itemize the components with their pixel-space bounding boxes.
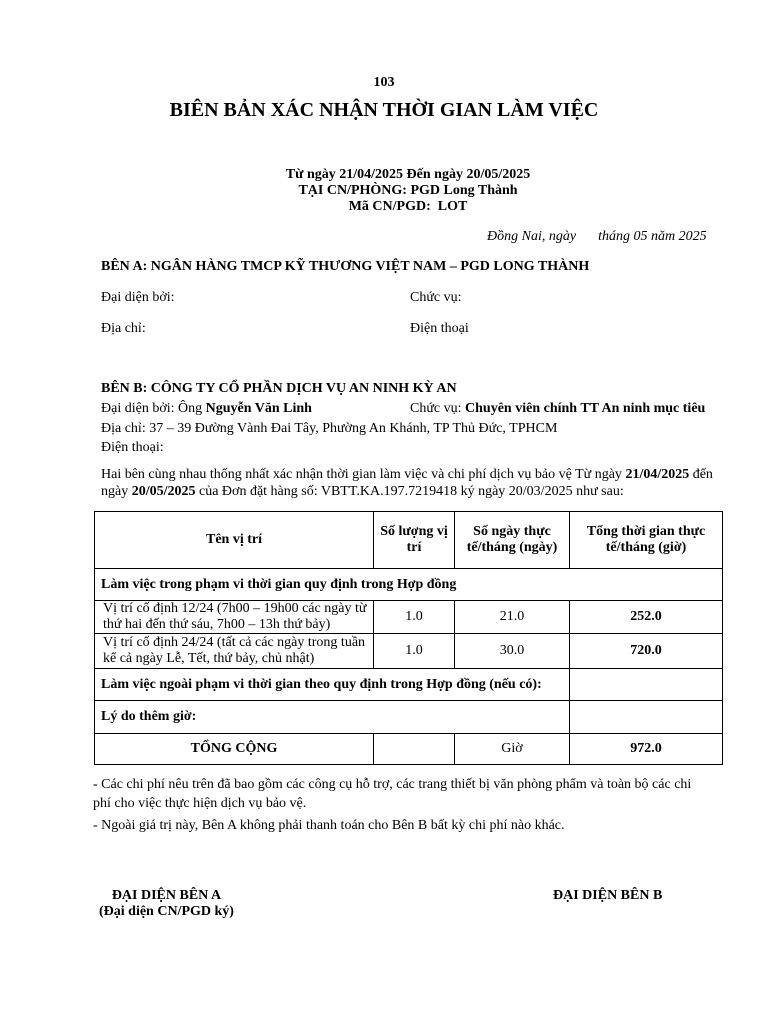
total-unit: Giờ: [455, 734, 570, 765]
party-b-representative: [101, 401, 312, 417]
period-dates: Từ ngày 21/04/2025 Đến ngày 20/05/2025: [285, 167, 531, 182]
intro-date-to: 20/05/2025: [131, 484, 196, 499]
table-row: [95, 634, 723, 669]
party-b-position-label: Chức vụ:: [410, 401, 466, 416]
table-row: [95, 601, 723, 634]
signature-party-b-title: ĐẠI DIỆN BÊN B: [553, 888, 663, 903]
header-actual-days: Số ngày thực tế/tháng (ngày): [455, 512, 570, 569]
section-out-contract: Làm việc ngoài phạm vi thời gian theo quy định trong Hợp đồng (nếu có):: [95, 669, 570, 701]
header-total-hours: Tổng thời gian thực tế/tháng (giờ): [570, 512, 723, 569]
row-days: 21.0: [455, 601, 570, 634]
party-a-address: Địa chỉ:: [101, 321, 146, 336]
row-quantity: 1.0: [374, 601, 455, 634]
document-title: BIÊN BẢN XÁC NHẬN THỜI GIAN LÀM VIỆC: [169, 99, 599, 121]
party-b-phone: Điện thoại:: [101, 440, 164, 455]
table-header-row: [95, 512, 723, 569]
place-date-month: tháng 05 năm 2025: [598, 229, 707, 244]
period-block: [0, 167, 768, 215]
party-b-title: BÊN B: CÔNG TY CỔ PHẦN DỊCH VỤ AN NINH KỲ AN: [101, 381, 457, 396]
party-b-position: [410, 401, 705, 417]
note-included-costs: - Các chi phí nêu trên đã bao gồm các công cụ hỗ trợ, các trang thiết bị văn phòng phẩm và toàn bộ các chi phí cho việc thực hiện dịch vụ bảo vệ.: [93, 777, 692, 811]
party-a-title: BÊN A: NGÂN HÀNG TMCP KỸ THƯƠNG VIỆT NAM – PGD LONG THÀNH: [101, 259, 590, 274]
party-a-representative: Đại diện bởi:: [101, 290, 175, 305]
section-out-hours-cell: [570, 669, 723, 701]
signature-party-a: [99, 888, 234, 920]
row-position-name: Vị trí cố định 24/24 (tất cả các ngày trong tuần kể cả ngày Lễ, Tết, thứ bảy, chủ nhật): [95, 634, 374, 669]
section-out-contract-row: [95, 669, 723, 701]
intro-text-2: đến ngày: [101, 467, 713, 499]
intro-date-from: 21/04/2025: [625, 467, 690, 482]
overtime-hours-cell: [570, 701, 723, 734]
intro-text-3: của Đơn đặt hàng số: VBTT.KA.197.7219418 ký ngày 20/03/2025 như sau:: [195, 484, 624, 499]
section-in-contract-row: [95, 569, 723, 601]
party-b-rep-label: Đại diện bởi: Ông: [101, 401, 206, 416]
party-b-address: Địa chỉ: 37 – 39 Đường Vành Đai Tây, Phường An Khánh, TP Thủ Đức, TPHCM: [101, 421, 558, 436]
row-days: 30.0: [455, 634, 570, 669]
header-position-name: Tên vị trí: [95, 512, 374, 569]
total-value: 972.0: [570, 734, 723, 765]
total-quantity-cell: [374, 734, 455, 765]
overtime-reason-row: [95, 701, 723, 734]
page-number: 103: [373, 75, 395, 90]
row-hours: 720.0: [570, 634, 723, 669]
header-quantity: Số lượng vị trí: [374, 512, 455, 569]
overtime-reason: Lý do thêm giờ:: [95, 701, 570, 734]
work-time-table: [94, 511, 723, 765]
row-hours: 252.0: [570, 601, 723, 634]
party-a-phone: Điện thoại: [410, 321, 469, 336]
place-date-place: Đồng Nai, ngày: [487, 229, 577, 244]
party-b-rep-name: Nguyễn Văn Linh: [205, 401, 312, 416]
section-in-contract: Làm việc trong phạm vi thời gian quy định trong Hợp đồng: [95, 569, 723, 601]
branch-name: TẠI CN/PHÒNG: PGD Long Thành: [298, 183, 518, 198]
place-date: [487, 229, 707, 245]
intro-paragraph: [101, 466, 721, 500]
branch-code: Mã CN/PGD: LOT: [348, 199, 468, 214]
note-no-other-costs: - Ngoài giá trị này, Bên A không phải thanh toán cho Bên B bất kỳ chi phí nào khác.: [93, 818, 565, 833]
intro-text-1: Hai bên cùng nhau thống nhất xác nhận thời gian làm việc và chi phí dịch vụ bảo vệ Từ ngày: [101, 467, 626, 482]
row-position-name: Vị trí cố định 12/24 (7h00 – 19h00 các ngày từ thứ hai đến thứ sáu, 7h00 – 13h thứ bảy): [95, 601, 374, 634]
party-b-position-value: Chuyên viên chính TT An ninh mục tiêu: [465, 401, 706, 416]
total-row: [95, 734, 723, 765]
row-quantity: 1.0: [374, 634, 455, 669]
signature-party-a-subtitle: (Đại diện CN/PGD ký): [99, 904, 234, 919]
signature-party-a-title: ĐẠI DIỆN BÊN A: [111, 888, 222, 903]
total-label: TỔNG CỘNG: [95, 734, 374, 765]
party-a-position: Chức vụ:: [410, 290, 462, 305]
